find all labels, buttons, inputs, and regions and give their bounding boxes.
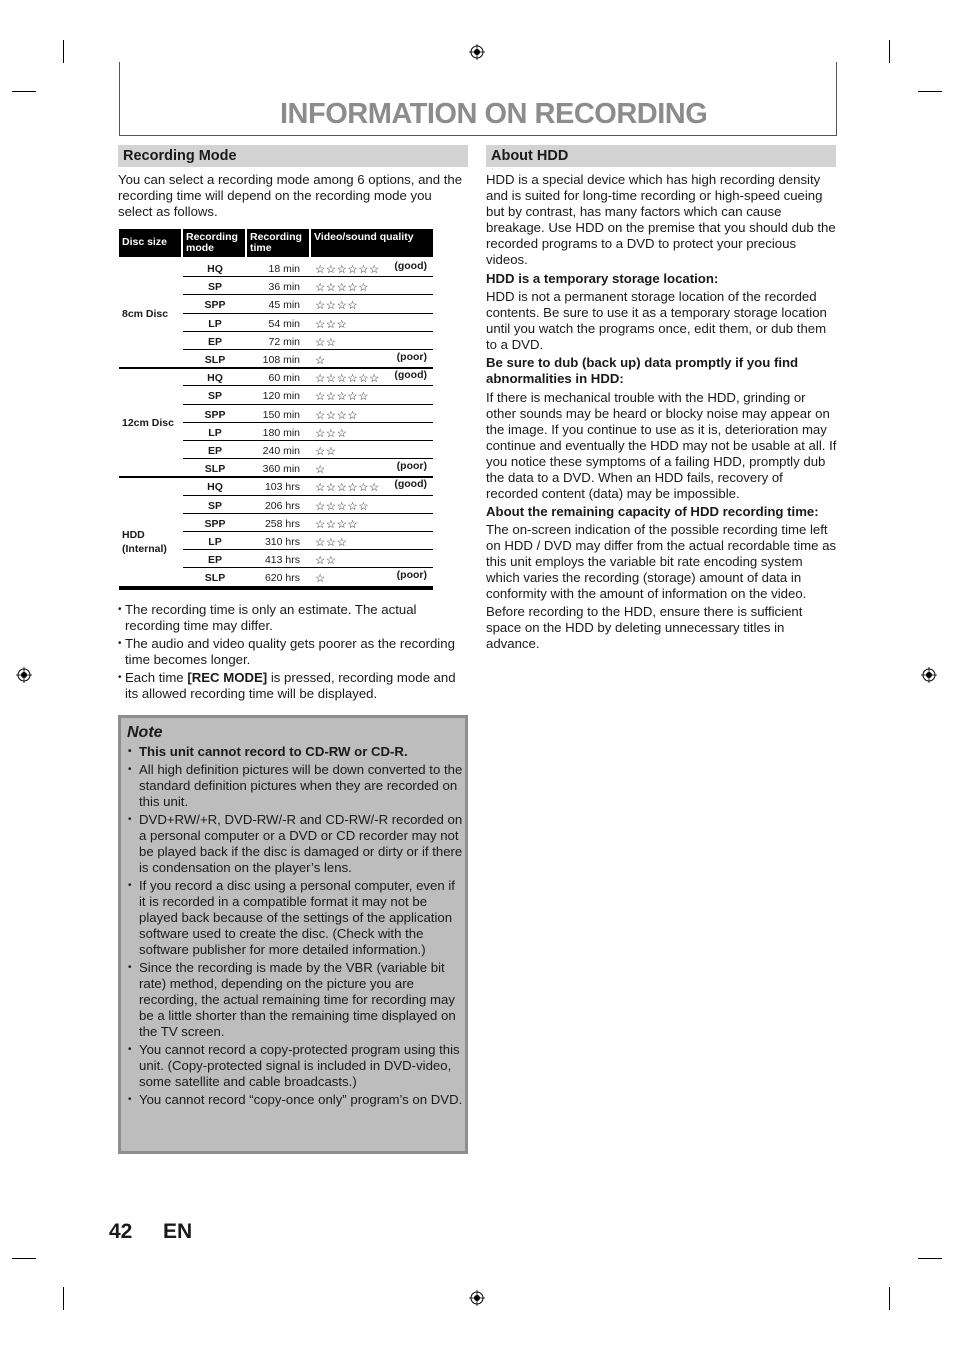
list-item: • The audio and video quality gets poorer as the recording time becomes longer. <box>118 636 470 668</box>
about-hdd-paragraph: HDD is a special device which has high recording density and is suited for long-time recording or high-speed cueing but by contrast, has many factors which can cause breakage. Use HDD on the premise that you should dub the recorded programs to a DVD to protect your precious videos. <box>486 172 836 267</box>
table-cell-quality-label: (poor) <box>396 460 427 473</box>
about-hdd-paragraph: Before recording to the HDD, ensure there is sufficient space on the HDD by deleting unnecessary titles in advance. <box>486 604 803 651</box>
quality-stars-icon: ☆☆☆ <box>315 318 348 331</box>
table-row-divider <box>183 513 433 514</box>
note-item: • If you record a disc using a personal computer, even if it is recorded in a compatible format it may not be played back because of the settings of the application software used to create the disc. (Check with the software publisher for more detailed information.) <box>127 878 463 958</box>
table-cell-time: 72 min <box>268 335 300 348</box>
table-row-divider <box>183 276 433 277</box>
table-cell-mode: EP <box>207 445 222 457</box>
quality-stars-icon: ☆☆☆☆☆ <box>315 282 370 295</box>
table-cell-mode: SLP <box>204 354 226 366</box>
crop-mark <box>12 91 36 92</box>
quality-stars-icon: ☆☆☆☆☆☆ <box>315 482 380 495</box>
table-row-divider <box>183 313 433 314</box>
quality-stars-icon: ☆☆☆☆☆ <box>315 500 370 513</box>
quality-stars-icon: ☆☆☆☆☆ <box>315 391 370 404</box>
table-group-divider <box>119 476 433 478</box>
table-header-disc-size: Disc size <box>119 229 181 257</box>
quality-stars-icon: ☆ <box>315 464 326 477</box>
table-cell-disc-size: HDD (Internal) <box>122 529 167 555</box>
table-cell-time: 620 hrs <box>264 572 300 585</box>
table-cell-mode: HQ <box>207 481 223 494</box>
registration-mark-icon <box>921 667 937 683</box>
note-item: • Since the recording is made by the VBR (variable bit rate) method, depending on the picture you are recording, the actual remaining time for recording may be a little shorter than the remaining time displayed on the TV screen. <box>127 960 463 1040</box>
note-item: • You cannot record “copy-once only” program’s on DVD. <box>127 1092 463 1108</box>
table-cell-quality-label: (good) <box>394 478 427 491</box>
quality-stars-icon: ☆☆☆☆☆☆ <box>315 373 380 386</box>
table-cell-mode: SP <box>207 390 222 403</box>
table-row-divider <box>183 440 433 441</box>
table-cell-time: 45 min <box>268 299 300 312</box>
table-cell-time: 36 min <box>268 281 300 294</box>
table-cell-mode: SPP <box>204 299 226 312</box>
table-cell-mode: LP <box>208 317 222 330</box>
table-group-divider <box>119 586 433 590</box>
table-cell-disc-size: 8cm Disc <box>122 307 169 320</box>
table-cell-mode: HQ <box>207 372 223 385</box>
quality-stars-icon: ☆☆☆ <box>315 427 348 440</box>
note-title: Note <box>127 724 163 741</box>
table-cell-mode: SLP <box>204 572 226 585</box>
page-language: EN <box>163 1220 193 1243</box>
list-item: • Each time [REC MODE] is pressed, recording mode and its allowed recording time will be displayed. <box>118 670 470 702</box>
registration-mark-icon <box>469 44 485 60</box>
table-cell-disc-size: 12cm Disc <box>122 416 174 429</box>
registration-mark-icon <box>16 667 32 683</box>
quality-stars-icon: ☆☆ <box>315 336 337 349</box>
table-cell-time: 108 min <box>262 354 300 366</box>
table-cell-time: 180 min <box>262 426 300 439</box>
about-hdd-paragraph: The on-screen indication of the possible recording time left on HDD / DVD may differ from the actual recordable time as this unit employs the variable bit rate encoding system which varies the recording (storage) amount of data in conformity with the amount of information on the video. <box>486 522 837 601</box>
table-row-divider <box>183 567 433 568</box>
quality-stars-icon: ☆☆ <box>315 555 337 568</box>
table-cell-mode: SPP <box>204 517 226 530</box>
page-title: INFORMATION ON RECORDING <box>280 98 708 130</box>
table-cell-time: 54 min <box>268 317 300 330</box>
quality-stars-icon: ☆☆☆☆ <box>315 409 359 422</box>
page-number: 42 <box>109 1220 133 1243</box>
table-cell-mode: LP <box>208 536 222 548</box>
table-cell-mode: HQ <box>207 263 223 275</box>
rec-mode-button-label: [REC MODE] <box>187 670 268 685</box>
table-row-divider <box>183 549 433 550</box>
table-row-divider <box>183 531 433 532</box>
subheading-dub-promptly: Be sure to dub (back up) data promptly if you find abnormalities in HDD: <box>486 355 799 386</box>
table-header-recording-mode: Recording mode <box>183 229 245 257</box>
table-cell-time: 60 min <box>268 372 300 385</box>
crop-mark <box>63 40 64 63</box>
note-item: • All high definition pictures will be down converted to the standard definition pictures when they are recorded on this unit. <box>127 762 463 810</box>
note-item: • DVD+RW/+R, DVD-RW/-R and CD-RW/-R recorded on a personal computer or a DVD or CD recorder may not be played back if the disc is damaged or dirty or if there is condensation on the player’s lens. <box>127 812 463 876</box>
table-cell-mode: EP <box>207 335 222 348</box>
table-cell-time: 360 min <box>262 463 300 476</box>
about-hdd-body <box>486 172 838 652</box>
quality-stars-icon: ☆☆☆☆☆☆ <box>315 264 380 276</box>
section-title-about-hdd: About HDD <box>486 145 836 167</box>
table-cell-time: 18 min <box>268 263 300 275</box>
table-cell-time: 240 min <box>262 445 300 457</box>
table-cell-quality-label: (poor) <box>396 569 427 582</box>
table-row-divider <box>183 404 433 405</box>
table-cell-mode: LP <box>208 426 222 439</box>
table-row-divider <box>183 331 433 332</box>
table-header-quality: Video/sound quality <box>311 229 433 257</box>
table-cell-mode: SP <box>207 499 222 512</box>
table-row-divider <box>183 349 433 350</box>
table-cell-time: 206 hrs <box>264 499 300 512</box>
quality-stars-icon: ☆☆☆☆ <box>315 300 359 313</box>
table-cell-quality-label: (good) <box>394 369 427 382</box>
table-cell-time: 413 hrs <box>264 554 300 567</box>
table-cell-quality-label: (good) <box>394 260 427 272</box>
recording-mode-table <box>119 229 433 597</box>
table-cell-quality-label: (poor) <box>396 351 427 363</box>
subheading-temporary-storage: HDD is a temporary storage location: <box>486 271 719 286</box>
table-cell-time: 310 hrs <box>264 536 300 548</box>
note-item: • This unit cannot record to CD-RW or CD-R. <box>127 744 463 760</box>
table-cell-mode: SP <box>207 281 222 294</box>
list-item: • The recording time is only an estimate. The actual recording time may differ. <box>118 602 470 634</box>
table-cell-time: 258 hrs <box>264 517 300 530</box>
table-row-divider <box>183 422 433 423</box>
crop-mark <box>889 1287 890 1310</box>
crop-mark <box>63 1287 64 1310</box>
table-cell-mode: EP <box>207 554 222 567</box>
note-list <box>127 744 463 1110</box>
note-item: • You cannot record a copy-protected program using this unit. (Copy-protected signal is included in DVD-video, some satellite and cable broadcasts.) <box>127 1042 463 1090</box>
quality-stars-icon: ☆☆☆☆ <box>315 518 359 531</box>
recording-mode-intro: You can select a recording mode among 6 options, and the recording time will depend on the recording mode you select as follows. <box>118 172 463 219</box>
table-row-divider <box>183 495 433 496</box>
table-header-recording-time: Recording time <box>247 229 309 257</box>
about-hdd-paragraph: HDD is not a permanent storage location of the recorded contents. Be sure to use it as a temporary storage location until you watch the programs once, edit them, or dub them to a DVD. <box>486 289 827 352</box>
quality-stars-icon: ☆☆ <box>315 446 337 458</box>
table-cell-mode: SPP <box>204 408 226 421</box>
subheading-remaining-capacity: About the remaining capacity of HDD recording time: <box>486 504 819 519</box>
crop-mark <box>918 1258 942 1259</box>
table-row-divider <box>183 385 433 386</box>
table-cell-time: 150 min <box>262 408 300 421</box>
table-cell-mode: SLP <box>204 463 226 476</box>
crop-mark <box>918 91 942 92</box>
quality-stars-icon: ☆☆☆ <box>315 537 348 549</box>
registration-mark-icon <box>469 1290 485 1306</box>
quality-stars-icon: ☆ <box>315 355 326 367</box>
note-box <box>118 715 468 1154</box>
crop-mark <box>889 40 890 63</box>
table-group-divider <box>119 367 433 369</box>
table-cell-time: 103 hrs <box>264 481 300 494</box>
recording-notes-list <box>118 602 470 704</box>
about-hdd-paragraph: If there is mechanical trouble with the HDD, grinding or other sounds may be heard or blocky noise may appear on the image. If you continue to use as it is, deterioration may continue and eventually the HDD may not be usable at all. If you notice these symptoms of a failing HDD, promptly dub the data to a DVD. When an HDD fails, recovery of recorded content (data) may be impossible. <box>486 390 837 501</box>
table-row-divider <box>183 294 433 295</box>
table-row-divider <box>183 458 433 459</box>
quality-stars-icon: ☆ <box>315 573 326 586</box>
section-title-recording-mode: Recording Mode <box>118 145 468 167</box>
table-cell-time: 120 min <box>262 390 300 403</box>
crop-mark <box>12 1258 36 1259</box>
